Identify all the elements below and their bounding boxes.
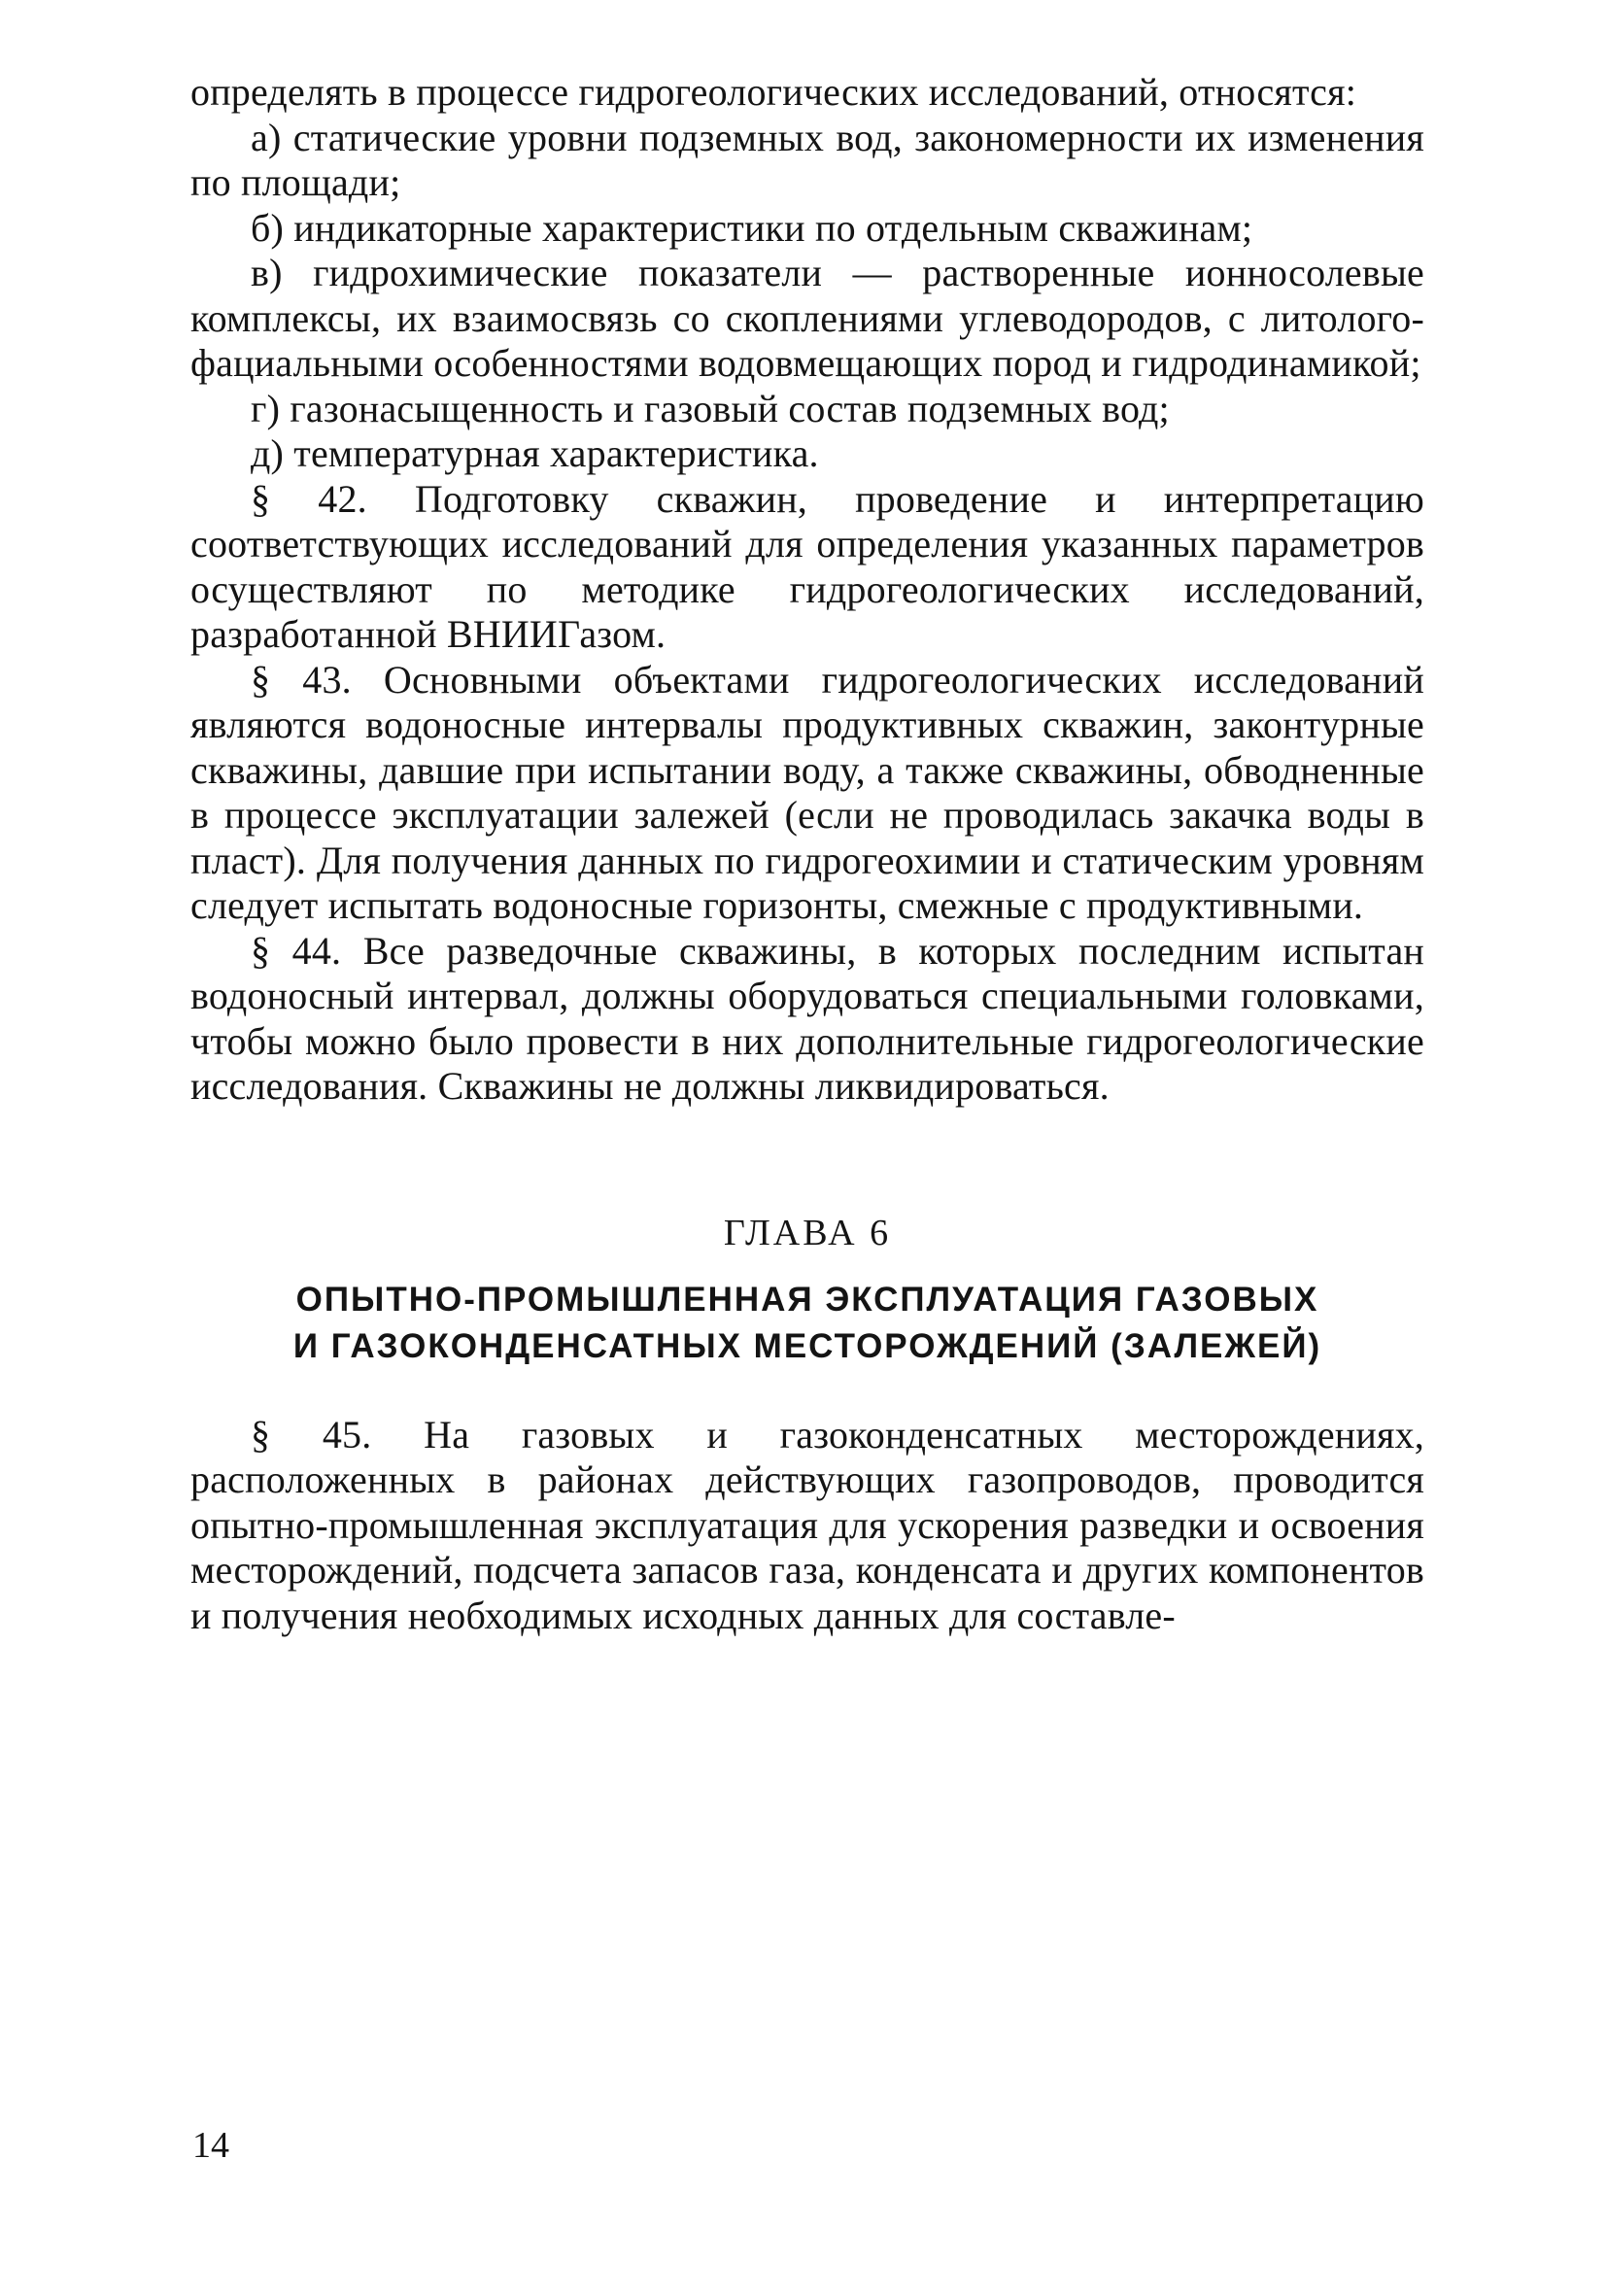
list-item-b: б) индикаторные характеристики по отдельным скважинам; [251,205,1253,250]
chapter-title-line-1: ОПЫТНО-ПРОМЫШЛЕННАЯ ЭКСПЛУАТАЦИЯ ГАЗОВЫХ [295,1280,1319,1319]
spacer [190,1370,1424,1413]
page-number: 14 [192,2125,229,2166]
section-42: § 42. Подготовку скважин, проведение и интерпретацию соответствующих исследований для определения указанных параметров осуществляют по методике гидрогеологических исследований, разработанной ВНИИГазом. [190,476,1424,656]
section-43: § 43. Основными объектами гидрогеологических исследований являются водоносные интервалы продуктивных скважин, законтурные скважины, давшие при испытании воду, а также скважины, обводненные в процессе эксплуатации залежей (если не проводилась закачка воды в пласт). Для получения данных по гидрогеохимии и статическим уровням следует испытать водоносные горизонты, смежные с продуктивными. [190,657,1424,927]
spacer [190,1255,1424,1277]
intro-paragraph: определять в процессе гидрогеологических исследований, относятся: [190,70,1357,114]
list-item-d: д) температурная характеристика. [251,431,819,475]
list-item-g: г) газонасыщенность и газовый состав подземных вод; [251,386,1170,430]
section-44: § 44. Все разведочные скважины, в которых последним испытан водоносный интервал, должны оборудоваться специальными головками, чтобы можно было провести в них дополнительные гидрогеологические исследования. Скважины не должны ликвидироваться. [190,928,1424,1108]
chapter-title-line-2: И ГАЗОКОНДЕНСАТНЫХ МЕСТОРОЖДЕНИЙ (ЗАЛЕЖЕЙ) [292,1326,1322,1365]
section-45: § 45. На газовых и газоконденсатных месторождениях, расположенных в районах действующих газопроводов, проводится опытно-промышленная эксплуатация для ускорения разведки и освоения месторождений, подсчета запасов газа, конденсата и других компонентов и получения необходимых исходных данных для составле- [190,1412,1424,1637]
list-item-a: а) статические уровни подземных вод, закономерности их изменения по площади; [190,115,1424,204]
document-page [190,70,1424,1638]
chapter-label: ГЛАВА 6 [723,1212,892,1253]
list-item-v: в) гидрохимические показатели — растворенные ионносолевые комплексы, их взаимосвязь со скоплениями углеводородов, с литолого-фациальными особенностями водовмещающих пород и гидродинамикой; [190,251,1424,385]
spacer [190,1110,1424,1211]
